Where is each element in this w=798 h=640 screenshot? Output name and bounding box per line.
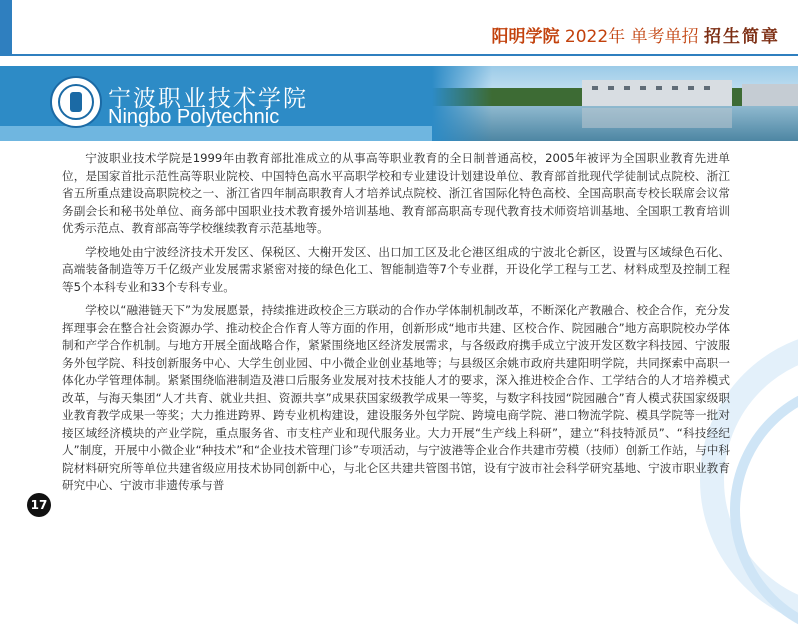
photo-building: [582, 80, 732, 106]
photo-window: [656, 86, 662, 90]
photo-reflection: [582, 108, 732, 128]
logo-emblem: [70, 92, 82, 112]
photo-fade-edge: [432, 66, 492, 141]
location-paragraph: 学校地处由宁波经济技术开发区、保税区、大榭开发区、出口加工区及北仑港区组成的宁波北仑新区，设置与区域绿色石化、高端装备制造等万千亿级产业发展需求紧密对接的绿色化工、智能制造等7个专业群，开设化学工程与工艺、材料成型及控制工程等5个本科专业和33个专科专业。: [62, 244, 730, 294]
header-divider-line: [0, 54, 798, 56]
photo-window: [704, 86, 710, 90]
page-number-badge: 17: [27, 493, 51, 517]
body-text: [62, 150, 730, 501]
development-paragraph: 学校以“融港链天下”为发展愿景，持续推进政校企三方联动的合作办学体制机制改革，不断深化产教融合、校企合作，充分发挥理事会在整合社会资源办学、推动校企合作育人等方面的作用，创新形成“地市共建、区校合作、院园融合”地方高职院校办学体制和产学合作机制。与地方开展全面战略合作，紧紧围绕地区经济发展需求，与各级政府携手成立宁波开发区数字科技园、宁波服务外包学院、科技创新服务中心、大学生创业园、中小微企业创业基地等；与县级区余姚市政府共建阳明学院，共同探索中高职一体化办学管理体制。紧紧围绕临港制造及港口后服务业发展对技术技能人才的要求，深入推进校企合作、工学结合的人才培养模式改革，与海天集团“人才共育、就业共担、资源共享”成果获国家级教学成果一等奖，与数字科技园“院园融合”育人模式获国家级职业教育教学成果一等奖；大力推进跨界、跨专业机构建设，建设服务外包学院、跨境电商学院、港口物流学院、模具学院等一批对接区域经济模块的产业学院，重点服务省、市支柱产业和现代服务业。大力开展“生产线上科研”，建立“科技特派员”、“科技经纪人”制度，开展中小微企业“种技术”和“企业技术管理门诊”专项活动，与宁波港等企业合作共建市劳模（技师）创新工作站，与中科院材料研究所等单位共建省级应用技术协同创新中心，与北仑区共建共管图书馆，设有宁波市社会科学研究基地、宁波市职业教育研究中心、宁波市非遗传承与普: [62, 303, 730, 492]
intro-paragraph: 宁波职业技术学院是1999年由教育部批准成立的从事高等职业教育的全日制普通高校，2005年被评为全国职业教育先进单位，是国家首批示范性高等职业院校、中国特色高水平高职学校和专业建设计划建设单位、教育部首批现代学徒制试点院校、浙江省五所重点建设高职院校之一、浙江省四年制高职教育人才培养试点院校、浙江省国际化特色高校、全国高职高专校长联席会议常务副会长和秘书处单位、商务部中国职业技术教育援外培训基地、教育部高职高专现代教育技术师资培训基地、全国职工教育培训优秀示范点、教育部高等学校继续教育示范基地等。: [62, 151, 730, 235]
photo-window: [624, 86, 630, 90]
header-year-text: 2022年 单考单招: [564, 27, 699, 47]
school-chinese-name: 宁波职业技术学院: [108, 86, 308, 112]
photo-window: [608, 86, 614, 90]
photo-building-right: [742, 84, 798, 106]
school-english-name: Ningbo Polytechnic: [108, 106, 280, 128]
header-brand-text: 招生简章: [704, 27, 780, 47]
header-title: [492, 22, 780, 46]
photo-window: [592, 86, 598, 90]
header-school-name: 阳明学院: [491, 27, 560, 47]
campus-photo: [432, 66, 798, 141]
photo-window: [688, 86, 694, 90]
school-logo-seal: [50, 76, 102, 128]
photo-window: [672, 86, 678, 90]
header-accent-block: [0, 0, 12, 56]
photo-window: [640, 86, 646, 90]
